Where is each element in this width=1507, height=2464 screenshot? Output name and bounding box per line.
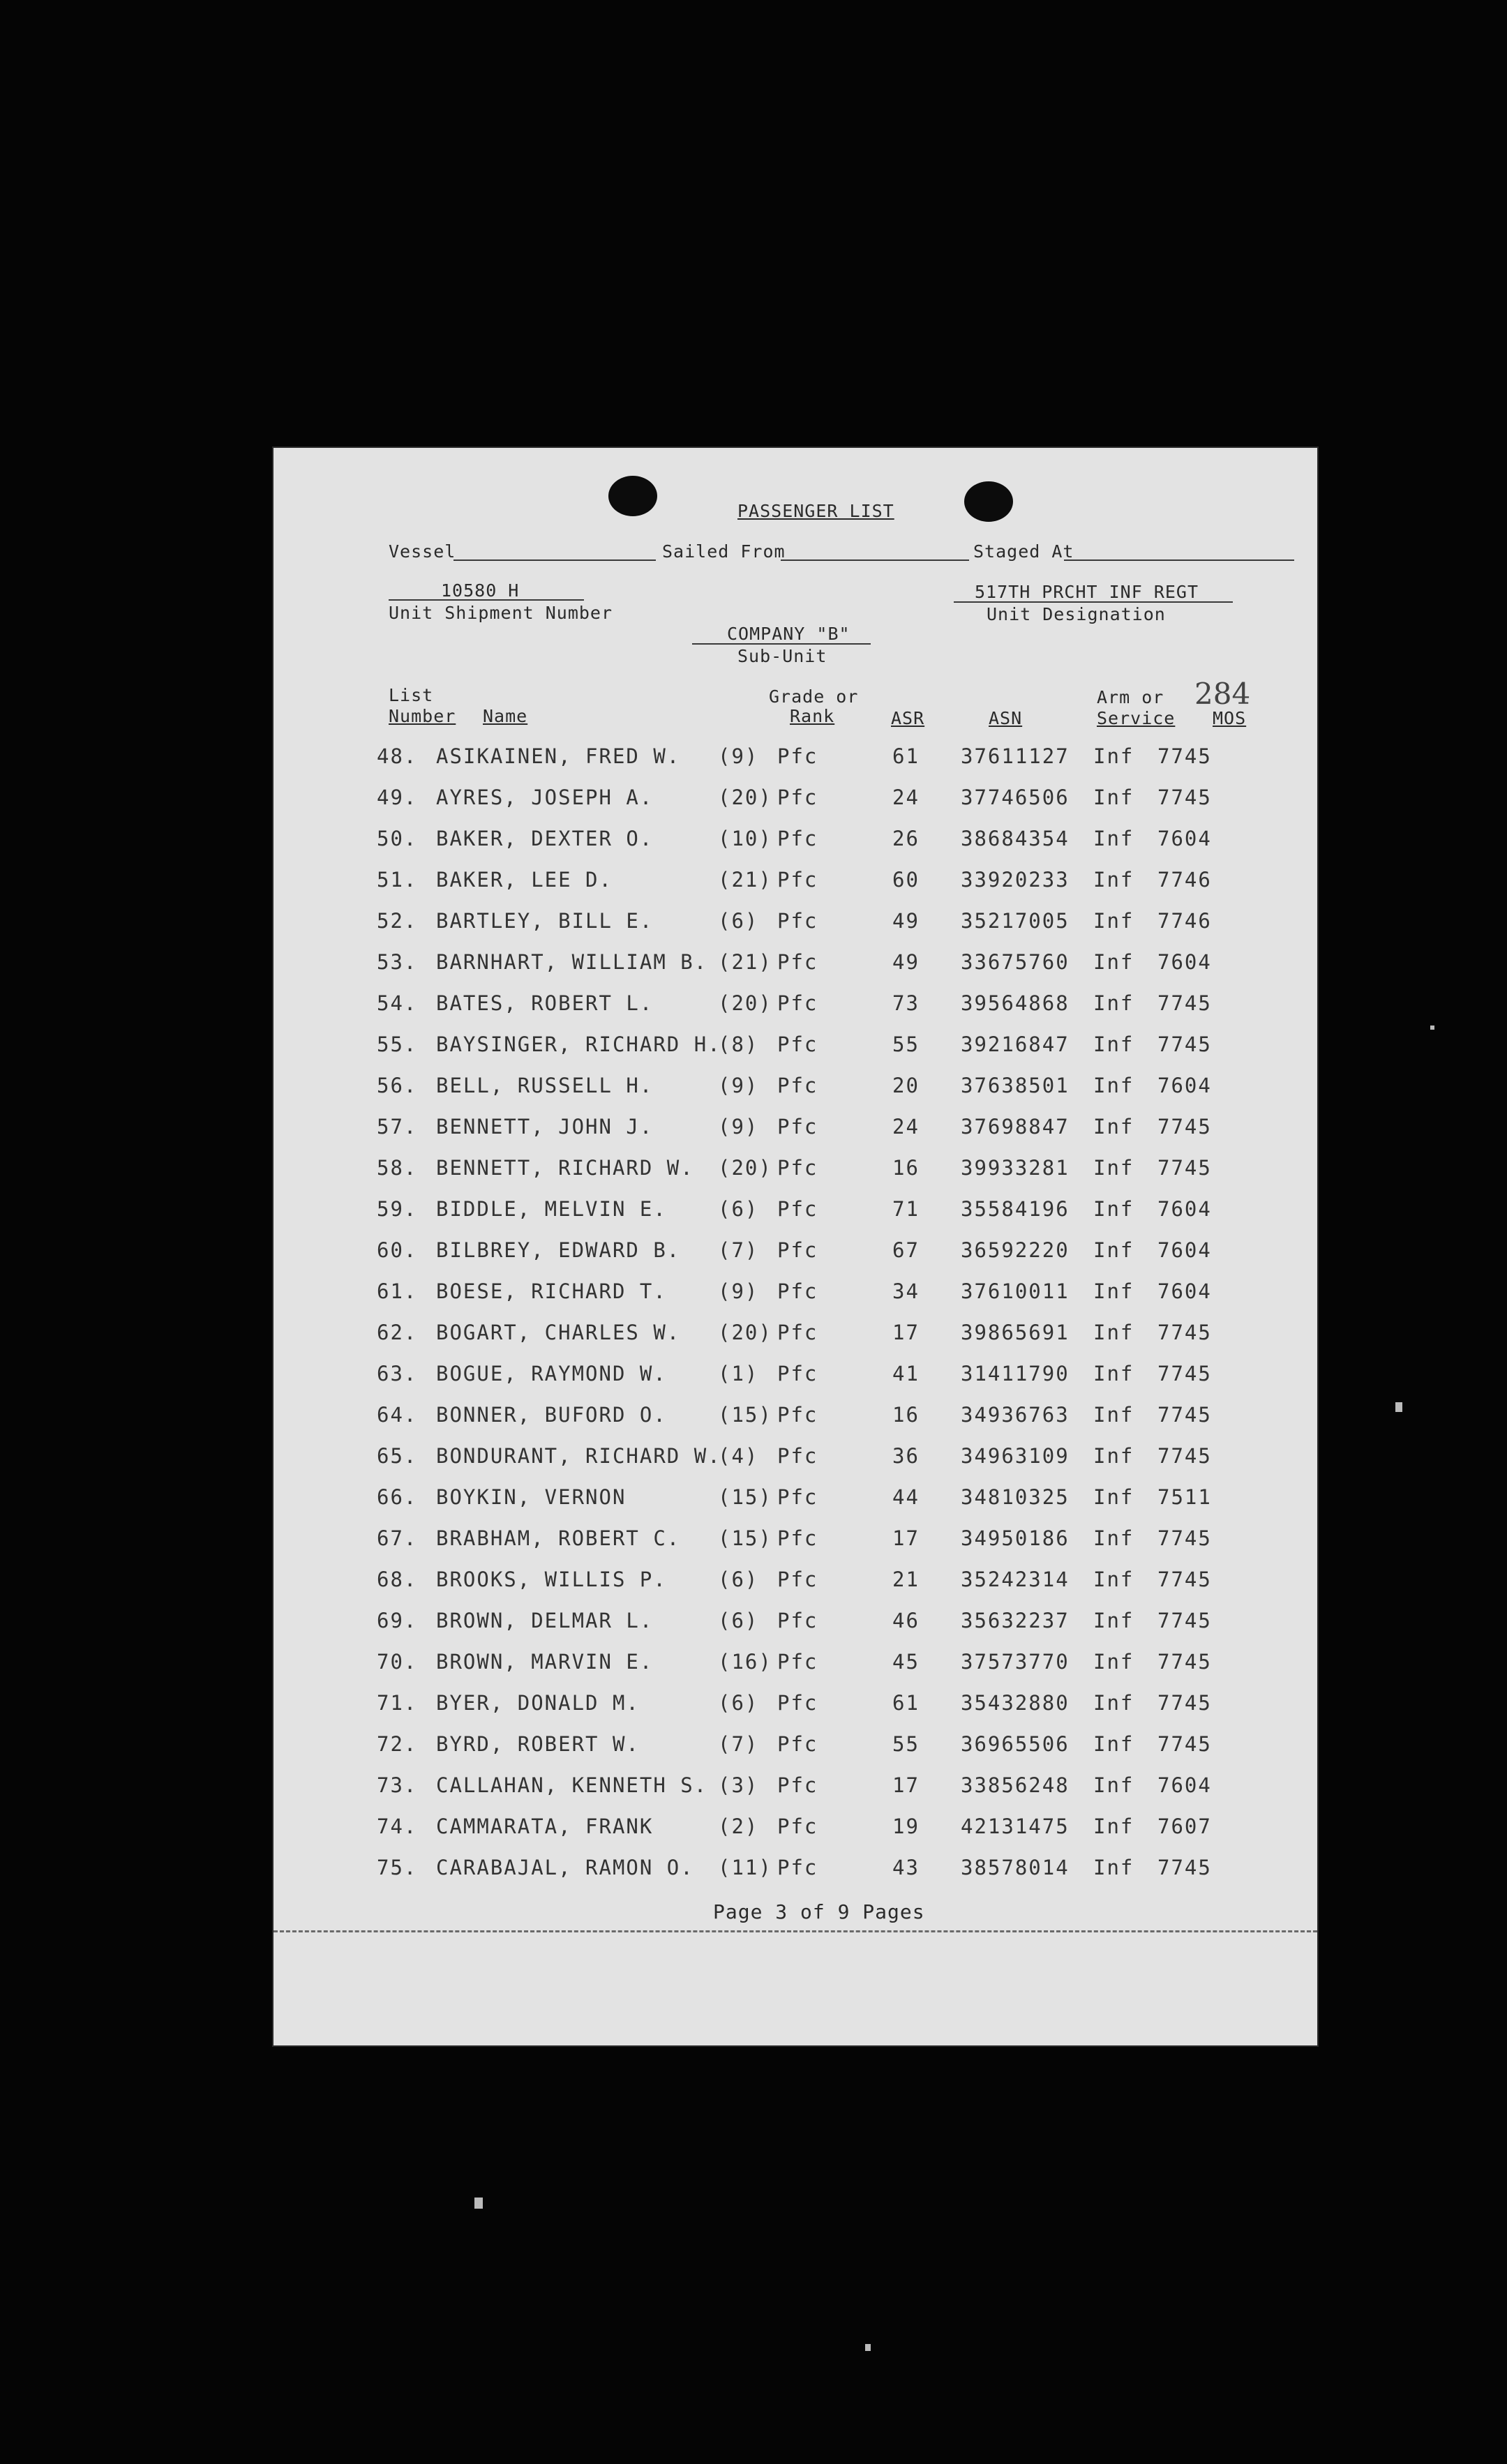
cell-group-number: (6) [718,1197,759,1221]
col-asr-label: ASR [891,708,925,728]
cell-group-number: (9) [718,1115,759,1139]
cell-passenger-name: AYRES, JOSEPH A. [436,786,654,809]
cell-list-number: 64. [377,1403,418,1427]
cell-rank: Pfc [777,1156,818,1180]
cell-mos: 7745 [1157,1444,1212,1468]
cell-asn: 37573770 [961,1650,1070,1674]
cell-mos: 7745 [1157,744,1212,768]
cell-rank: Pfc [777,1526,818,1550]
cell-rank: Pfc [777,786,818,809]
cell-asr: 67 [892,1238,920,1262]
cell-passenger-name: BENNETT, JOHN J. [436,1115,654,1139]
cell-asn: 35632237 [961,1609,1070,1632]
cell-asn: 37698847 [961,1115,1070,1139]
cell-asr: 17 [892,1321,920,1344]
cell-mos: 7746 [1157,909,1212,933]
cell-list-number: 69. [377,1609,418,1632]
cell-group-number: (20) [718,1321,772,1344]
cell-arm-or-service: Inf [1093,1115,1134,1139]
cell-mos: 7745 [1157,1156,1212,1180]
cell-rank: Pfc [777,744,818,768]
cell-group-number: (15) [718,1526,772,1550]
punch-hole-right [964,481,1013,522]
cell-passenger-name: CARABAJAL, RAMON O. [436,1856,694,1879]
staged-at-label: Staged At [973,541,1074,562]
cell-asr: 55 [892,1732,920,1756]
cell-list-number: 65. [377,1444,418,1468]
cell-asn: 34810325 [961,1485,1070,1509]
cell-list-number: 53. [377,950,418,974]
tear-line [273,1930,1317,1932]
cell-rank: Pfc [777,1609,818,1632]
cell-mos: 7604 [1157,1197,1212,1221]
cell-passenger-name: BROOKS, WILLIS P. [436,1568,667,1591]
cell-rank: Pfc [777,950,818,974]
cell-asn: 38578014 [961,1856,1070,1879]
cell-group-number: (15) [718,1485,772,1509]
cell-list-number: 51. [377,868,418,892]
cell-list-number: 61. [377,1279,418,1303]
cell-mos: 7745 [1157,1650,1212,1674]
cell-list-number: 75. [377,1856,418,1879]
cell-mos: 7607 [1157,1815,1212,1838]
cell-arm-or-service: Inf [1093,909,1134,933]
cell-rank: Pfc [777,1362,818,1385]
cell-asr: 19 [892,1815,920,1838]
cell-asn: 35432880 [961,1691,1070,1715]
cell-rank: Pfc [777,1485,818,1509]
cell-rank: Pfc [777,991,818,1015]
cell-mos: 7745 [1157,1609,1212,1632]
cell-passenger-name: BATES, ROBERT L. [436,991,654,1015]
cell-mos: 7745 [1157,1526,1212,1550]
cell-passenger-name: BELL, RUSSELL H. [436,1074,654,1097]
sub-unit: COMPANY "B" [727,624,850,644]
cell-asn: 37611127 [961,744,1070,768]
cell-passenger-name: BAKER, LEE D. [436,868,613,892]
cell-passenger-name: BARNHART, WILLIAM B. [436,950,708,974]
cell-list-number: 59. [377,1197,418,1221]
cell-mos: 7745 [1157,1321,1212,1344]
cell-group-number: (2) [718,1815,759,1838]
cell-arm-or-service: Inf [1093,868,1134,892]
cell-asn: 34936763 [961,1403,1070,1427]
cell-asr: 46 [892,1609,920,1632]
cell-group-number: (6) [718,909,759,933]
cell-rank: Pfc [777,1650,818,1674]
cell-group-number: (7) [718,1238,759,1262]
cell-asn: 33920233 [961,868,1070,892]
cell-asr: 17 [892,1526,920,1550]
cell-passenger-name: BAKER, DEXTER O. [436,827,654,850]
col-arm-label: Arm or [1097,687,1164,707]
cell-asn: 39564868 [961,991,1070,1015]
cell-arm-or-service: Inf [1093,1032,1134,1056]
cell-passenger-name: BONNER, BUFORD O. [436,1403,667,1427]
cell-rank: Pfc [777,1568,818,1591]
cell-mos: 7746 [1157,868,1212,892]
cell-asr: 16 [892,1403,920,1427]
cell-rank: Pfc [777,1691,818,1715]
col-asn-label: ASN [989,708,1023,728]
unit-shipment-line [389,599,584,601]
unit-shipment-label: Unit Shipment Number [389,603,613,623]
cell-mos: 7745 [1157,1856,1212,1879]
cell-rank: Pfc [777,1321,818,1344]
cell-list-number: 72. [377,1732,418,1756]
cell-group-number: (15) [718,1403,772,1427]
cell-asn: 33856248 [961,1773,1070,1797]
cell-asr: 26 [892,827,920,850]
cell-asn: 35242314 [961,1568,1070,1591]
cell-asn: 37610011 [961,1279,1070,1303]
cell-asr: 49 [892,909,920,933]
vessel-line [453,559,656,561]
cell-arm-or-service: Inf [1093,1238,1134,1262]
cell-arm-or-service: Inf [1093,1074,1134,1097]
cell-passenger-name: ASIKAINEN, FRED W. [436,744,681,768]
cell-asn: 42131475 [961,1815,1070,1838]
cell-list-number: 73. [377,1773,418,1797]
cell-mos: 7604 [1157,950,1212,974]
cell-asn: 39216847 [961,1032,1070,1056]
cell-group-number: (3) [718,1773,759,1797]
cell-group-number: (9) [718,744,759,768]
sub-unit-label: Sub-Unit [737,646,827,666]
cell-passenger-name: BOYKIN, VERNON [436,1485,627,1509]
vessel-label: Vessel [389,541,456,562]
cell-arm-or-service: Inf [1093,1362,1134,1385]
cell-list-number: 66. [377,1485,418,1509]
cell-asn: 34950186 [961,1526,1070,1550]
dust-speck [1430,1026,1434,1030]
cell-group-number: (4) [718,1444,759,1468]
cell-passenger-name: BOESE, RICHARD T. [436,1279,667,1303]
cell-group-number: (11) [718,1856,772,1879]
cell-passenger-name: BIDDLE, MELVIN E. [436,1197,667,1221]
cell-rank: Pfc [777,1032,818,1056]
cell-rank: Pfc [777,1279,818,1303]
cell-arm-or-service: Inf [1093,1156,1134,1180]
cell-passenger-name: BARTLEY, BILL E. [436,909,654,933]
cell-list-number: 74. [377,1815,418,1838]
sailed-from-label: Sailed From [662,541,786,562]
cell-arm-or-service: Inf [1093,1609,1134,1632]
cell-group-number: (6) [718,1568,759,1591]
cell-passenger-name: BENNETT, RICHARD W. [436,1156,694,1180]
cell-mos: 7745 [1157,1362,1212,1385]
cell-rank: Pfc [777,1403,818,1427]
cell-mos: 7745 [1157,1032,1212,1056]
cell-asn: 33675760 [961,950,1070,974]
cell-mos: 7745 [1157,786,1212,809]
cell-arm-or-service: Inf [1093,1197,1134,1221]
cell-mos: 7745 [1157,1568,1212,1591]
staged-at-line [1064,559,1294,561]
cell-mos: 7745 [1157,1115,1212,1139]
sub-unit-line [692,643,871,645]
cell-asn: 35217005 [961,909,1070,933]
cell-arm-or-service: Inf [1093,1485,1134,1509]
cell-group-number: (21) [718,868,772,892]
cell-arm-or-service: Inf [1093,950,1134,974]
cell-group-number: (6) [718,1691,759,1715]
cell-group-number: (9) [718,1074,759,1097]
punch-hole-left [608,476,657,516]
cell-list-number: 67. [377,1526,418,1550]
cell-mos: 7511 [1157,1485,1212,1509]
cell-asr: 61 [892,744,920,768]
cell-group-number: (7) [718,1732,759,1756]
cell-mos: 7745 [1157,1691,1212,1715]
cell-passenger-name: CALLAHAN, KENNETH S. [436,1773,708,1797]
cell-list-number: 55. [377,1032,418,1056]
cell-rank: Pfc [777,1815,818,1838]
cell-asn: 36592220 [961,1238,1070,1262]
cell-list-number: 56. [377,1074,418,1097]
dust-speck [1395,1402,1402,1412]
cell-group-number: (16) [718,1650,772,1674]
cell-passenger-name: BOGUE, RAYMOND W. [436,1362,667,1385]
cell-mos: 7604 [1157,1279,1212,1303]
cell-passenger-name: BAYSINGER, RICHARD H. [436,1032,721,1056]
cell-rank: Pfc [777,868,818,892]
cell-mos: 7745 [1157,991,1212,1015]
cell-list-number: 50. [377,827,418,850]
cell-mos: 7604 [1157,1074,1212,1097]
sailed-from-line [781,559,969,561]
cell-mos: 7745 [1157,1403,1212,1427]
cell-arm-or-service: Inf [1093,1526,1134,1550]
cell-asn: 36965506 [961,1732,1070,1756]
unit-shipment-number: 10580 H [441,580,520,601]
cell-asr: 24 [892,1115,920,1139]
cell-passenger-name: BROWN, DELMAR L. [436,1609,654,1632]
cell-arm-or-service: Inf [1093,786,1134,809]
cell-asn: 34963109 [961,1444,1070,1468]
cell-list-number: 70. [377,1650,418,1674]
cell-group-number: (9) [718,1279,759,1303]
cell-list-number: 60. [377,1238,418,1262]
cell-rank: Pfc [777,1238,818,1262]
cell-mos: 7604 [1157,827,1212,850]
cell-asr: 21 [892,1568,920,1591]
cell-passenger-name: BYRD, ROBERT W. [436,1732,640,1756]
cell-asr: 55 [892,1032,920,1056]
cell-mos: 7745 [1157,1732,1212,1756]
cell-asr: 43 [892,1856,920,1879]
cell-asr: 41 [892,1362,920,1385]
cell-asr: 20 [892,1074,920,1097]
cell-arm-or-service: Inf [1093,1321,1134,1344]
cell-arm-or-service: Inf [1093,1773,1134,1797]
cell-passenger-name: BRABHAM, ROBERT C. [436,1526,681,1550]
cell-arm-or-service: Inf [1093,1568,1134,1591]
cell-list-number: 52. [377,909,418,933]
cell-asn: 38684354 [961,827,1070,850]
handwritten-page-number: 284 [1194,677,1251,711]
cell-list-number: 58. [377,1156,418,1180]
cell-arm-or-service: Inf [1093,991,1134,1015]
cell-mos: 7604 [1157,1773,1212,1797]
cell-asr: 73 [892,991,920,1015]
cell-group-number: (8) [718,1032,759,1056]
cell-arm-or-service: Inf [1093,1856,1134,1879]
cell-rank: Pfc [777,1197,818,1221]
unit-designation-line [954,601,1233,603]
cell-group-number: (1) [718,1362,759,1385]
cell-asr: 49 [892,950,920,974]
cell-mos: 7604 [1157,1238,1212,1262]
cell-rank: Pfc [777,1773,818,1797]
cell-asr: 17 [892,1773,920,1797]
col-list-label: List [389,685,434,705]
cell-arm-or-service: Inf [1093,1279,1134,1303]
cell-asr: 60 [892,868,920,892]
cell-passenger-name: BYER, DONALD M. [436,1691,640,1715]
cell-arm-or-service: Inf [1093,744,1134,768]
cell-asn: 39933281 [961,1156,1070,1180]
document-title: PASSENGER LIST [737,501,894,521]
cell-asr: 61 [892,1691,920,1715]
cell-list-number: 49. [377,786,418,809]
cell-rank: Pfc [777,909,818,933]
cell-group-number: (20) [718,1156,772,1180]
cell-list-number: 54. [377,991,418,1015]
cell-rank: Pfc [777,1074,818,1097]
cell-group-number: (20) [718,991,772,1015]
col-service-label: Service [1097,708,1176,728]
document-page [272,446,1319,2047]
cell-group-number: (10) [718,827,772,850]
cell-arm-or-service: Inf [1093,827,1134,850]
cell-asr: 24 [892,786,920,809]
cell-asn: 37746506 [961,786,1070,809]
cell-list-number: 63. [377,1362,418,1385]
cell-asn: 39865691 [961,1321,1070,1344]
dust-speck [865,2344,871,2351]
cell-asr: 36 [892,1444,920,1468]
cell-arm-or-service: Inf [1093,1732,1134,1756]
cell-group-number: (6) [718,1609,759,1632]
cell-asn: 35584196 [961,1197,1070,1221]
unit-designation: 517TH PRCHT INF REGT [975,582,1199,602]
col-grade-label: Grade or [769,686,859,707]
cell-asr: 34 [892,1279,920,1303]
cell-list-number: 57. [377,1115,418,1139]
cell-passenger-name: CAMMARATA, FRANK [436,1815,654,1838]
col-mos-label: MOS [1213,708,1247,728]
cell-asr: 16 [892,1156,920,1180]
cell-list-number: 62. [377,1321,418,1344]
cell-rank: Pfc [777,1115,818,1139]
cell-list-number: 71. [377,1691,418,1715]
cell-asn: 31411790 [961,1362,1070,1385]
dust-speck [474,2198,483,2209]
cell-group-number: (20) [718,786,772,809]
cell-rank: Pfc [777,1856,818,1879]
col-rank-label: Rank [790,706,835,726]
cell-list-number: 68. [377,1568,418,1591]
cell-asr: 71 [892,1197,920,1221]
col-name-label: Name [483,706,528,726]
cell-arm-or-service: Inf [1093,1691,1134,1715]
cell-passenger-name: BILBREY, EDWARD B. [436,1238,681,1262]
cell-passenger-name: BROWN, MARVIN E. [436,1650,654,1674]
cell-list-number: 48. [377,744,418,768]
cell-rank: Pfc [777,1732,818,1756]
cell-arm-or-service: Inf [1093,1815,1134,1838]
cell-group-number: (21) [718,950,772,974]
cell-rank: Pfc [777,827,818,850]
cell-arm-or-service: Inf [1093,1403,1134,1427]
cell-passenger-name: BONDURANT, RICHARD W. [436,1444,721,1468]
cell-arm-or-service: Inf [1093,1650,1134,1674]
cell-asr: 45 [892,1650,920,1674]
cell-rank: Pfc [777,1444,818,1468]
unit-designation-label: Unit Designation [987,604,1166,624]
col-number-label: Number [389,706,456,726]
cell-arm-or-service: Inf [1093,1444,1134,1468]
cell-asr: 44 [892,1485,920,1509]
cell-passenger-name: BOGART, CHARLES W. [436,1321,681,1344]
page-footer: Page 3 of 9 Pages [713,1900,925,1923]
cell-asn: 37638501 [961,1074,1070,1097]
